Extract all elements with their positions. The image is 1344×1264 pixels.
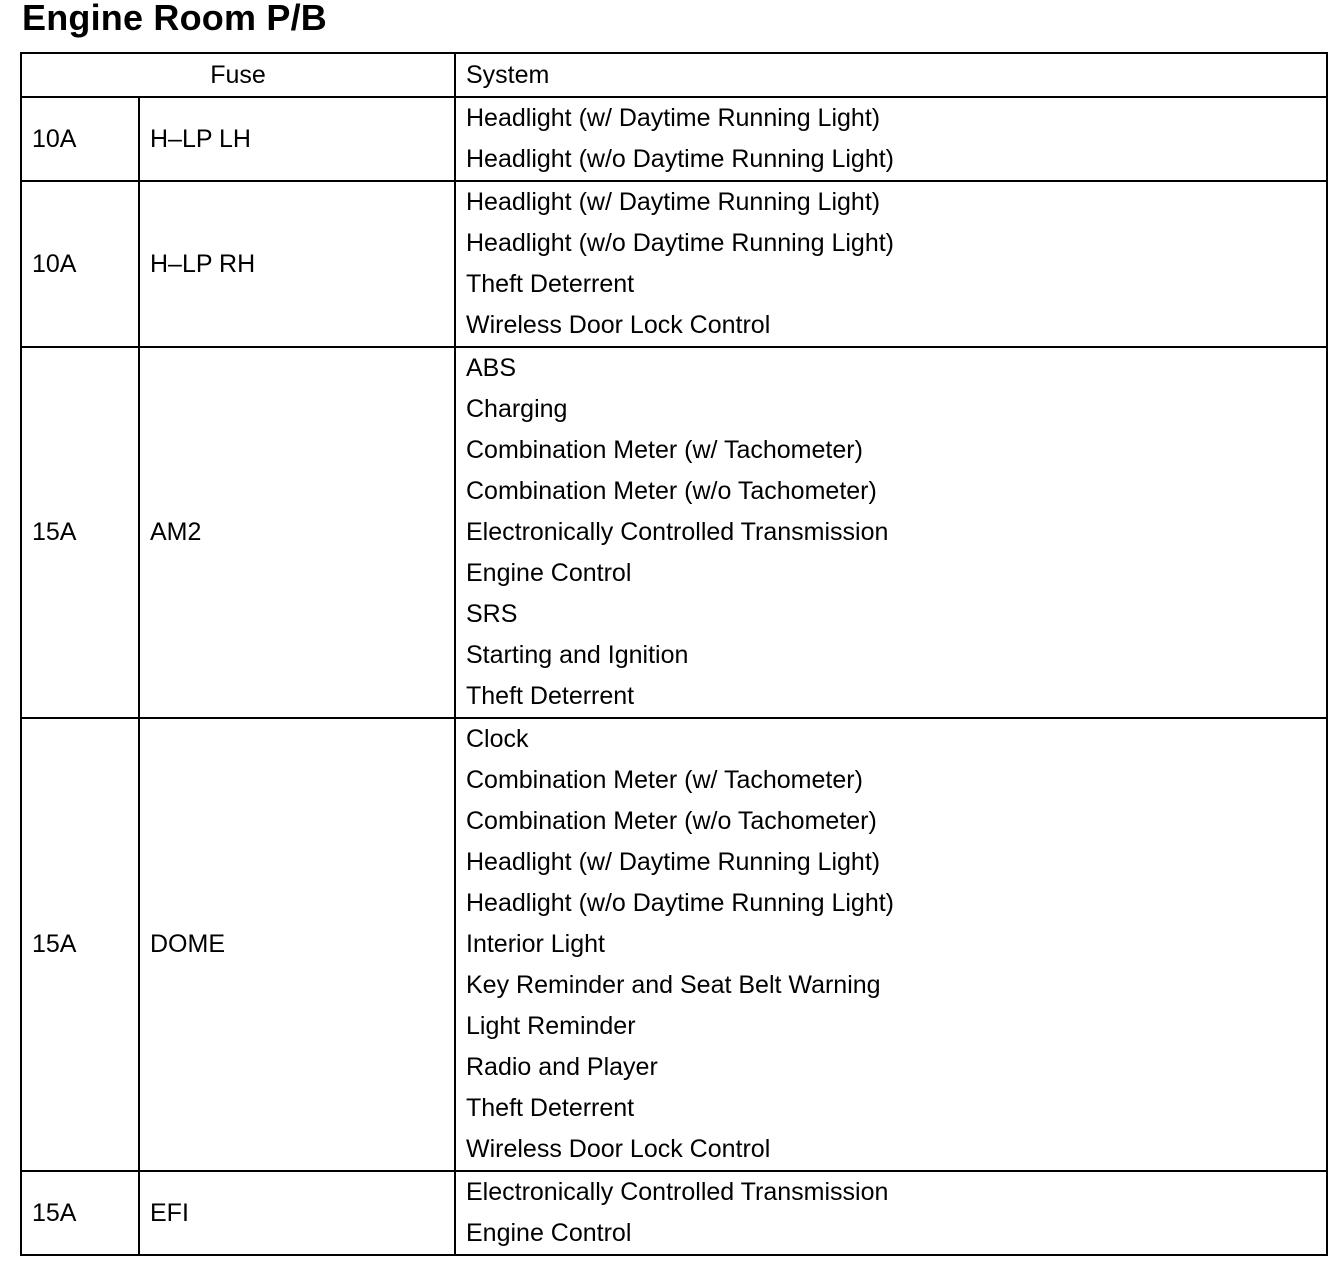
system-item: Wireless Door Lock Control (466, 311, 771, 339)
system-list (455, 181, 1327, 347)
fuse-amperage: 10A (21, 97, 139, 181)
fuse-name: AM2 (139, 347, 455, 718)
fuse-amperage: 15A (21, 1171, 139, 1255)
system-item: Engine Control (466, 559, 632, 587)
fuse-table (20, 52, 1328, 1256)
system-item: Key Reminder and Seat Belt Warning (466, 971, 881, 999)
table-row (21, 97, 1327, 181)
system-item: Radio and Player (466, 1053, 658, 1081)
table-row (21, 181, 1327, 347)
fuse-name: EFI (139, 1171, 455, 1255)
system-item: Combination Meter (w/ Tachometer) (466, 766, 863, 794)
system-item: Headlight (w/ Daytime Running Light) (466, 848, 881, 876)
fuse-name: H–LP RH (139, 181, 455, 347)
system-item: SRS (466, 600, 518, 628)
system-item: Combination Meter (w/o Tachometer) (466, 477, 877, 505)
system-column-header: System (455, 53, 1327, 97)
system-list (455, 347, 1327, 718)
system-list (455, 718, 1327, 1171)
system-item: Electronically Controlled Transmission (466, 1178, 889, 1206)
table-row (21, 347, 1327, 718)
fuse-name: DOME (139, 718, 455, 1171)
system-item: Engine Control (466, 1219, 632, 1247)
system-item: Headlight (w/o Daytime Running Light) (466, 889, 894, 917)
system-item: Theft Deterrent (466, 270, 635, 298)
fuse-amperage: 15A (21, 718, 139, 1171)
table-row (21, 1171, 1327, 1255)
table-row (21, 718, 1327, 1171)
system-item: Headlight (w/ Daytime Running Light) (466, 188, 881, 216)
fuse-table-body (21, 97, 1327, 1255)
system-item: Interior Light (466, 930, 605, 958)
system-item: Wireless Door Lock Control (466, 1135, 771, 1163)
system-item: Combination Meter (w/o Tachometer) (466, 807, 877, 835)
system-item: Light Reminder (466, 1012, 636, 1040)
system-item: Theft Deterrent (466, 682, 635, 710)
system-item: Headlight (w/o Daytime Running Light) (466, 145, 894, 173)
system-item: Theft Deterrent (466, 1094, 635, 1122)
system-item: Headlight (w/ Daytime Running Light) (466, 104, 881, 132)
system-item: Headlight (w/o Daytime Running Light) (466, 229, 894, 257)
system-item: Clock (466, 725, 529, 753)
fuse-amperage: 15A (21, 347, 139, 718)
fuse-name: H–LP LH (139, 97, 455, 181)
system-item: Starting and Ignition (466, 641, 689, 669)
system-item: ABS (466, 354, 517, 382)
system-item: Electronically Controlled Transmission (466, 518, 889, 546)
fuse-column-header: Fuse (21, 53, 455, 97)
system-item: Combination Meter (w/ Tachometer) (466, 436, 863, 464)
system-list (455, 1171, 1327, 1255)
page-title: Engine Room P/B (22, 0, 328, 38)
table-header-row (21, 53, 1327, 97)
fuse-amperage: 10A (21, 181, 139, 347)
system-list (455, 97, 1327, 181)
system-item: Charging (466, 395, 568, 423)
